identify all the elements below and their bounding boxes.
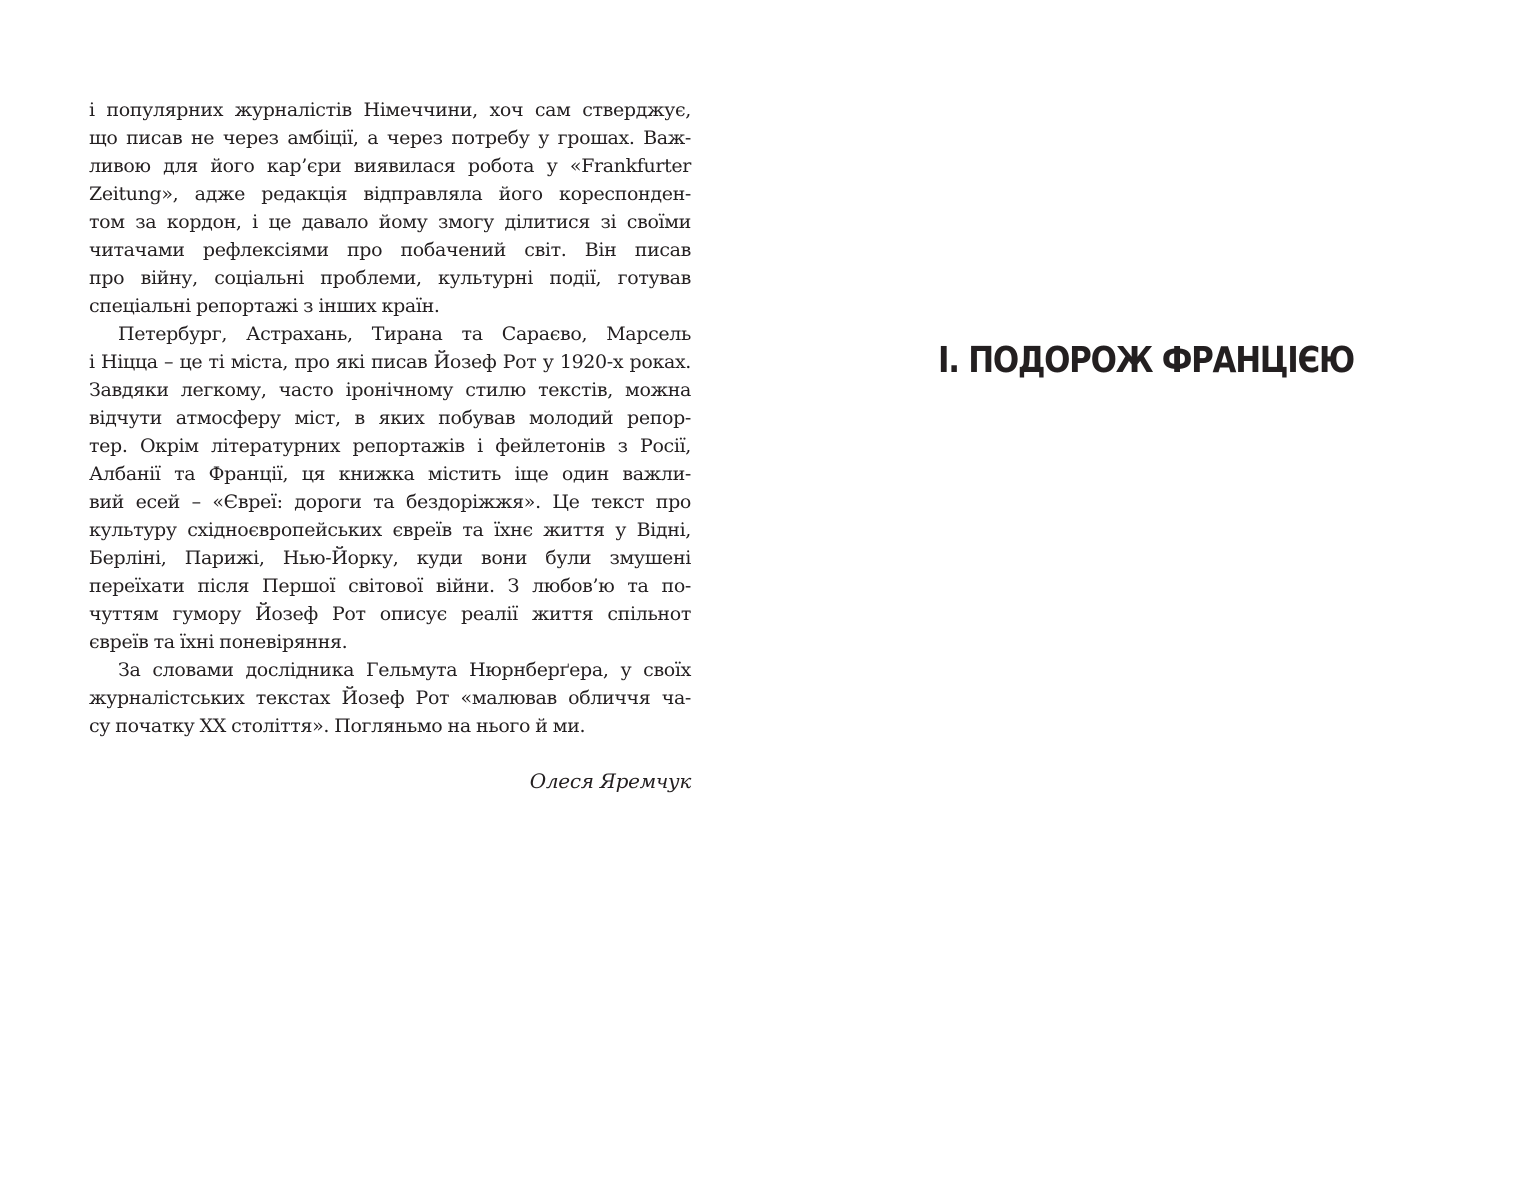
text-line: і популярних журналістів Німеччини, хоч сам стверджує, xyxy=(89,99,691,121)
text-line: про війну, соціальні проблеми, культурні події, готував xyxy=(89,267,691,289)
text-line: тер. Окрім літературних репортажів і фейлетонів з Росії, xyxy=(89,435,691,457)
text-line: Петербург, Астрахань, Тирана та Сараєво, Марсель xyxy=(118,323,691,345)
text-line: спеціальні репортажі з інших країн. xyxy=(89,295,440,317)
paragraph-2 xyxy=(89,320,691,656)
text-line: читачами рефлексіями про побачений світ. Він писав xyxy=(89,239,691,261)
text-line: Албанії та Франції, ця книжка містить іще один важли- xyxy=(89,463,691,485)
text-line: журналістських текстах Йозеф Рот «малював обличчя ча- xyxy=(89,687,691,709)
text-line: культуру східноєвропейських євреїв та їхнє життя у Відні, xyxy=(89,519,691,541)
text-line: що писав не через амбіції, а через потребу у грошах. Важ- xyxy=(89,127,691,149)
text-line: відчути атмосферу міст, в яких побував молодий репор- xyxy=(89,407,691,429)
text-line: ливою для його кар’єри виявилася робота у «Frankfurter xyxy=(89,155,691,177)
text-line: переїхати після Першої світової війни. З любов’ю та по- xyxy=(89,575,691,597)
left-page xyxy=(89,96,691,796)
right-page xyxy=(768,0,1536,1182)
text-line: том за кордон, і це давало йому змогу ділитися зі своїми xyxy=(89,211,691,233)
text-line: Берліні, Парижі, Нью-Йорку, куди вони були змушені xyxy=(89,547,691,569)
text-line: су початку ХХ століття». Погляньмо на нього й ми. xyxy=(89,715,586,737)
text-line: Завдяки легкому, часто іронічному стилю текстів, можна xyxy=(89,379,691,401)
author-signature: Олеся Яремчук xyxy=(529,769,691,793)
text-line: євреїв та їхні поневіряння. xyxy=(89,631,348,653)
text-line: вий есей – «Євреї: дороги та бездоріжжя». Це текст про xyxy=(89,491,691,513)
paragraph-3 xyxy=(89,656,691,740)
text-line: Zeitung», адже редакція відправляла його кореспонден- xyxy=(89,183,691,205)
chapter-title: І. ПОДОРОЖ ФРАНЦІЄЮ xyxy=(938,340,1354,381)
text-line: чуттям гумору Йозеф Рот описує реалії життя спільнот xyxy=(89,603,691,625)
paragraph-1 xyxy=(89,96,691,320)
text-line: За словами дослідника Гельмута Нюрнберґера, у своїх xyxy=(118,659,691,681)
text-line: і Ніцца – це ті міста, про які писав Йозеф Рот у 1920-х роках. xyxy=(89,351,691,373)
